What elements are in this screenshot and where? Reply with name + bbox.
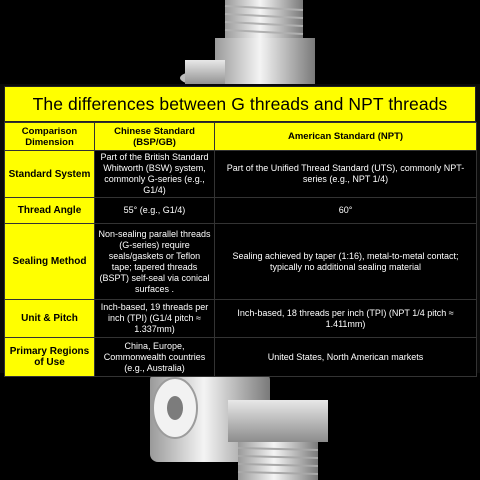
header-dimension: Comparison Dimension (5, 123, 95, 151)
chinese-cell: 55° (e.g., G1/4) (95, 198, 215, 224)
row-label: Thread Angle (5, 198, 95, 224)
american-cell: Part of the Unified Thread Standard (UTS), commonly NPT-series (e.g., NPT 1/4) (215, 151, 477, 198)
american-cell: Sealing achieved by taper (1:16), metal-to-metal contact; typically no additional sealing material (215, 224, 477, 300)
table-row (5, 338, 477, 377)
chinese-cell: Non-sealing parallel threads (G-series) require seals/gaskets or Teflon tape; tapered threads (BSPT) self-seal via conical surfaces . (95, 224, 215, 300)
chinese-cell: China, Europe, Commonwealth countries (e.g., Australia) (95, 338, 215, 377)
page-title: The differences between G threads and NPT threads (32, 93, 448, 114)
chinese-cell: Part of the British Standard Whitworth (BSW) system, commonly G-series (e.g., G1/4) (95, 151, 215, 198)
row-label: Primary Regions of Use (5, 338, 95, 377)
table-header-row (5, 123, 477, 151)
table-row (5, 151, 477, 198)
row-label: Sealing Method (5, 224, 95, 300)
row-label: Unit & Pitch (5, 300, 95, 338)
header-chinese-standard: Chinese Standard (BSP/GB) (95, 123, 215, 151)
row-label: Standard System (5, 151, 95, 198)
title-banner (4, 86, 476, 122)
table-row (5, 198, 477, 224)
american-cell: United States, North American markets (215, 338, 477, 377)
american-cell: 60° (215, 198, 477, 224)
american-cell: Inch-based, 18 threads per inch (TPI) (NPT 1/4 pitch ≈ 1.411mm) (215, 300, 477, 338)
table-row (5, 300, 477, 338)
table-row (5, 224, 477, 300)
header-american-standard: American Standard (NPT) (215, 123, 477, 151)
comparison-table (4, 122, 477, 377)
chinese-cell: Inch-based, 19 threads per inch (TPI) (G1/4 pitch ≈ 1.337mm) (95, 300, 215, 338)
